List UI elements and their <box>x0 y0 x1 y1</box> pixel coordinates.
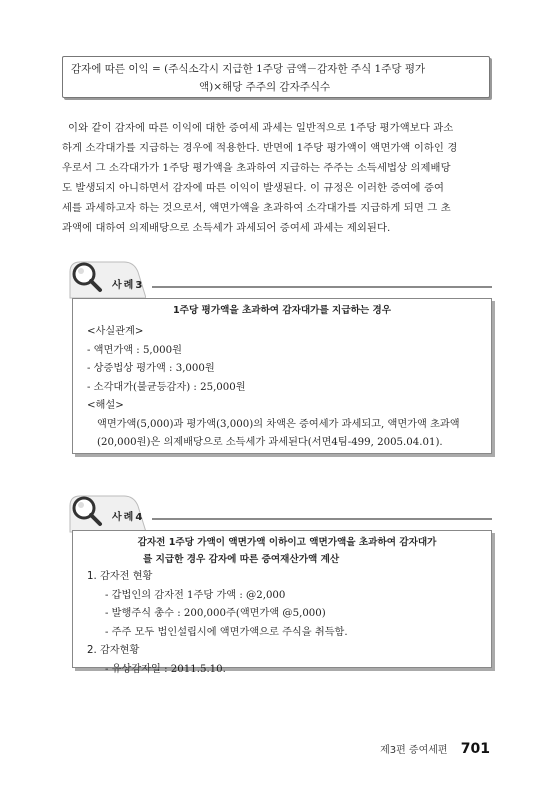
case-box <box>72 298 492 454</box>
case-label: 사례3 <box>112 280 145 291</box>
case-line: - 액면가액 : 5,000원 <box>87 344 182 356</box>
paragraph-line: 하게 소각대가를 지급하는 경우에 적용한다. 반면에 1주당 평가액이 액면가액 이하인 경 <box>62 142 458 154</box>
case-heading <box>73 531 491 568</box>
case-title-rule <box>152 286 492 288</box>
case-heading: 1주당 평가액을 초과하여 감자대가를 지급하는 경우 <box>173 305 391 316</box>
case-body <box>73 319 491 453</box>
case-line: <사실관계> <box>87 326 144 337</box>
case-line: 2. 감자현황 <box>87 645 140 656</box>
case-line: - 소각대가(불균등감자) : 25,000원 <box>87 381 246 393</box>
paragraph-line: 세를 과세하고자 하는 것으로서, 액면가액을 초과하여 소각대가를 지급하게 되면 그 초 <box>62 202 451 214</box>
case-line: - 상증법상 평가액 : 3,000원 <box>87 363 215 374</box>
case-line: - 발행주식 총수 : 200,000주(액면가액 @5,000) <box>105 608 326 619</box>
case-3 <box>62 258 492 458</box>
case-line: - 주주 모두 법인설립시에 액면가액으로 주식을 취득함. <box>105 626 348 638</box>
formula-box <box>62 56 490 98</box>
case-line: - 유상감자일 : 2011.5.10. <box>105 663 226 675</box>
formula-line-2: 액)×해당 주주의 감자주식수 <box>199 81 331 93</box>
case-label: 사례4 <box>112 512 145 523</box>
page-number: 701 <box>460 741 490 757</box>
case-line: 액면가액(5,000)과 평가액(3,000)의 차액은 증여세가 과세되고, 액면가액 초과액 <box>97 418 460 430</box>
case-4 <box>62 492 492 675</box>
paragraph-line: 도 발생되지 아니하면서 감자에 따른 이익이 발생된다. 이 규정은 이러한 증여에 증여 <box>62 182 445 194</box>
case-box <box>72 530 492 675</box>
page-footer <box>380 741 490 757</box>
case-line: 1. 감자전 현황 <box>87 571 153 582</box>
case-line: - 갑법인의 감자전 1주당 가액 : @2,000 <box>105 589 286 601</box>
case-heading-line-1: 감자전 1주당 가액이 액면가액 이하이고 액면가액을 초과하여 감자대가 <box>137 537 437 548</box>
footer-part: 제3편 증여세편 <box>380 745 448 756</box>
case-line: (20,000원)은 의제배당으로 소득세가 과세된다(서면4팀-499, 2005.04.01). <box>97 437 443 448</box>
formula-line-1: 감자에 따른 이익 = (주식소각시 지급한 1주당 금액－감자한 주식 1주당 평가 <box>71 63 426 75</box>
paragraph-line: 이와 같이 감자에 따른 이익에 대한 증여세 과세는 일반적으로 1주당 평가액보다 과소 <box>68 122 454 134</box>
case-title-rule <box>152 518 492 520</box>
case-body <box>73 568 491 679</box>
paragraph-line: 과액에 대하여 의제배당으로 소득세가 과세되어 증여세 과세는 제외된다. <box>62 222 391 234</box>
body-paragraph <box>62 118 494 238</box>
paragraph-line: 우로서 그 소각대가가 1주당 평가액을 초과하여 지급하는 주주는 소득세법상 의제배당 <box>62 162 451 174</box>
case-line: <해설> <box>87 400 124 411</box>
case-heading-line-2: 를 지급한 경우 감자에 따른 증여재산가액 계산 <box>143 554 340 565</box>
